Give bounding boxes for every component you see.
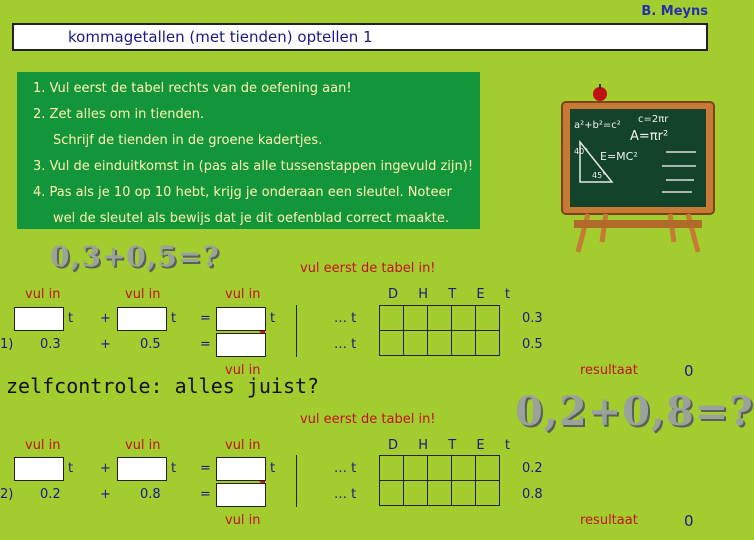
ex2-cell[interactable]	[427, 455, 452, 481]
ex2-row-value-b: 0.8	[522, 487, 543, 502]
ex2-cell[interactable]	[475, 480, 500, 506]
ex2-plus-bottom: +	[100, 487, 111, 502]
ex2-cell[interactable]	[475, 455, 500, 481]
ex2-cell[interactable]	[379, 455, 404, 481]
ex1-unit-a: t	[68, 311, 74, 326]
ex1-col-E: E	[476, 287, 485, 302]
ex2-term-a: 0.2	[40, 487, 61, 502]
ex1-dots-bottom: … t	[334, 337, 357, 352]
instruction-1: 1. Vul eerst de tabel rechts van de oefening aan!	[33, 81, 352, 96]
ex1-input-a-tenths[interactable]	[14, 307, 64, 331]
ex2-column-headers	[388, 438, 510, 453]
ex2-input-sum-tenths[interactable]	[216, 457, 266, 481]
ex1-cell[interactable]	[451, 330, 476, 356]
apple-icon	[593, 87, 607, 101]
ex2-dots-top: … t	[334, 461, 357, 476]
exercise-2-table-hint: vul eerst de tabel in!	[300, 412, 436, 427]
ex2-input-a-tenths[interactable]	[14, 457, 64, 481]
ex1-input-sum[interactable]	[216, 333, 266, 357]
ex1-dots-top: … t	[334, 311, 357, 326]
author-name: B. Meyns	[641, 4, 708, 19]
ex2-unit-sum: t	[270, 461, 276, 476]
ex1-cell[interactable]	[475, 330, 500, 356]
ex1-term-b: 0.5	[140, 337, 161, 352]
ex1-equals-bottom: =	[200, 337, 211, 352]
ex2-plus-top: +	[100, 461, 111, 476]
ex2-unit-b: t	[171, 461, 177, 476]
ex2-row-value-a: 0.2	[522, 461, 543, 476]
ex2-dots-bottom: … t	[334, 487, 357, 502]
ex1-cell[interactable]	[475, 305, 500, 331]
ex1-plus-top: +	[100, 311, 111, 326]
page-title: kommagetallen (met tienden) optellen 1	[12, 23, 708, 51]
instruction-4b: wel de sleutel als bewijs dat je dit oefenblad correct maakte.	[53, 211, 449, 226]
ex1-fill-label-a: vul in	[25, 287, 61, 302]
ex1-col-T: T	[448, 287, 457, 302]
formula-pythagoras: a²+b²=c²	[574, 120, 621, 131]
ex1-separator	[296, 305, 297, 357]
ex2-cell[interactable]	[451, 455, 476, 481]
ex2-result-label: resultaat	[580, 513, 638, 528]
ex2-col-E: E	[476, 438, 485, 453]
ex1-input-b-tenths[interactable]	[117, 307, 167, 331]
ex2-input-b-tenths[interactable]	[117, 457, 167, 481]
ex2-input-sum[interactable]	[216, 483, 266, 507]
ex1-term-a: 0.3	[40, 337, 61, 352]
ex2-col-t: t	[504, 438, 510, 453]
ex1-number: 1)	[0, 337, 14, 352]
exercise-2-expression: 0,2+0,8=?	[515, 388, 754, 435]
ex2-col-D: D	[388, 438, 399, 453]
ex2-separator	[296, 455, 297, 507]
ex2-fill-label-b: vul in	[125, 438, 161, 453]
instruction-2: 2. Zet alles om in tienden.	[33, 107, 205, 122]
ex1-result-label: resultaat	[580, 363, 638, 378]
ex1-input-sum-tenths[interactable]	[216, 307, 266, 331]
ex1-cell[interactable]	[403, 305, 428, 331]
ex2-cell[interactable]	[427, 480, 452, 506]
ex1-place-value-table	[380, 306, 500, 356]
ex2-fill-label-a: vul in	[25, 438, 61, 453]
ex1-result-value: 0	[684, 362, 694, 380]
ex2-cell[interactable]	[451, 480, 476, 506]
ex1-cell[interactable]	[379, 330, 404, 356]
ex1-cell[interactable]	[379, 305, 404, 331]
ex2-result-value: 0	[684, 512, 694, 530]
instruction-2b: Schrijf de tienden in de groene kadertjes.	[53, 133, 323, 148]
ex2-term-b: 0.8	[140, 487, 161, 502]
instruction-4: 4. Pas als je 10 op 10 hebt, krijg je onderaan een sleutel. Noteer	[33, 185, 452, 200]
exercise-1-expression: 0,3+0,5=?	[50, 240, 220, 273]
ex1-row-value-a: 0.3	[522, 311, 543, 326]
ex2-fill-label-result: vul in	[225, 513, 261, 528]
ex2-fill-label-sum: vul in	[225, 438, 261, 453]
ex2-number: 2)	[0, 487, 14, 502]
formula-circumference: c=2πr	[638, 114, 669, 125]
instruction-3: 3. Vul de einduitkomst in (pas als alle tussenstappen ingevuld zijn)!	[33, 159, 474, 174]
selfcheck-heading: zelfcontrole: alles juist?	[6, 374, 320, 398]
ex1-plus-bottom: +	[100, 337, 111, 352]
ex2-cell[interactable]	[403, 480, 428, 506]
ex1-cell[interactable]	[403, 330, 428, 356]
formula-energy: E=MC²	[600, 150, 638, 163]
ex1-fill-label-result: vul in	[225, 363, 261, 378]
ex1-cell[interactable]	[451, 305, 476, 331]
ex1-unit-sum: t	[270, 311, 276, 326]
ex2-equals-top: =	[200, 461, 211, 476]
ex2-unit-a: t	[68, 461, 74, 476]
ex1-equals-top: =	[200, 311, 211, 326]
formula-area: A=πr²	[630, 129, 669, 144]
ex1-fill-label-b: vul in	[125, 287, 161, 302]
ex1-unit-b: t	[171, 311, 177, 326]
exercise-1-table-hint: vul eerst de tabel in!	[300, 261, 436, 276]
instructions-panel	[17, 72, 480, 229]
ex2-col-H: H	[418, 438, 429, 453]
ex1-row-value-b: 0.5	[522, 337, 543, 352]
ex2-equals-bottom: =	[200, 487, 211, 502]
ex2-cell[interactable]	[403, 455, 428, 481]
ex2-col-T: T	[448, 438, 457, 453]
ex1-col-D: D	[388, 287, 399, 302]
ex1-cell[interactable]	[427, 305, 452, 331]
blackboard-illustration	[548, 82, 720, 260]
ex2-place-value-table	[380, 456, 500, 506]
angle-40: 40°	[574, 147, 589, 156]
ex1-column-headers	[388, 287, 510, 302]
ex1-col-H: H	[418, 287, 429, 302]
ex1-col-t: t	[504, 287, 510, 302]
ex2-cell[interactable]	[379, 480, 404, 506]
ex1-cell[interactable]	[427, 330, 452, 356]
ex1-fill-label-sum: vul in	[225, 287, 261, 302]
angle-45: 45°	[592, 171, 607, 180]
